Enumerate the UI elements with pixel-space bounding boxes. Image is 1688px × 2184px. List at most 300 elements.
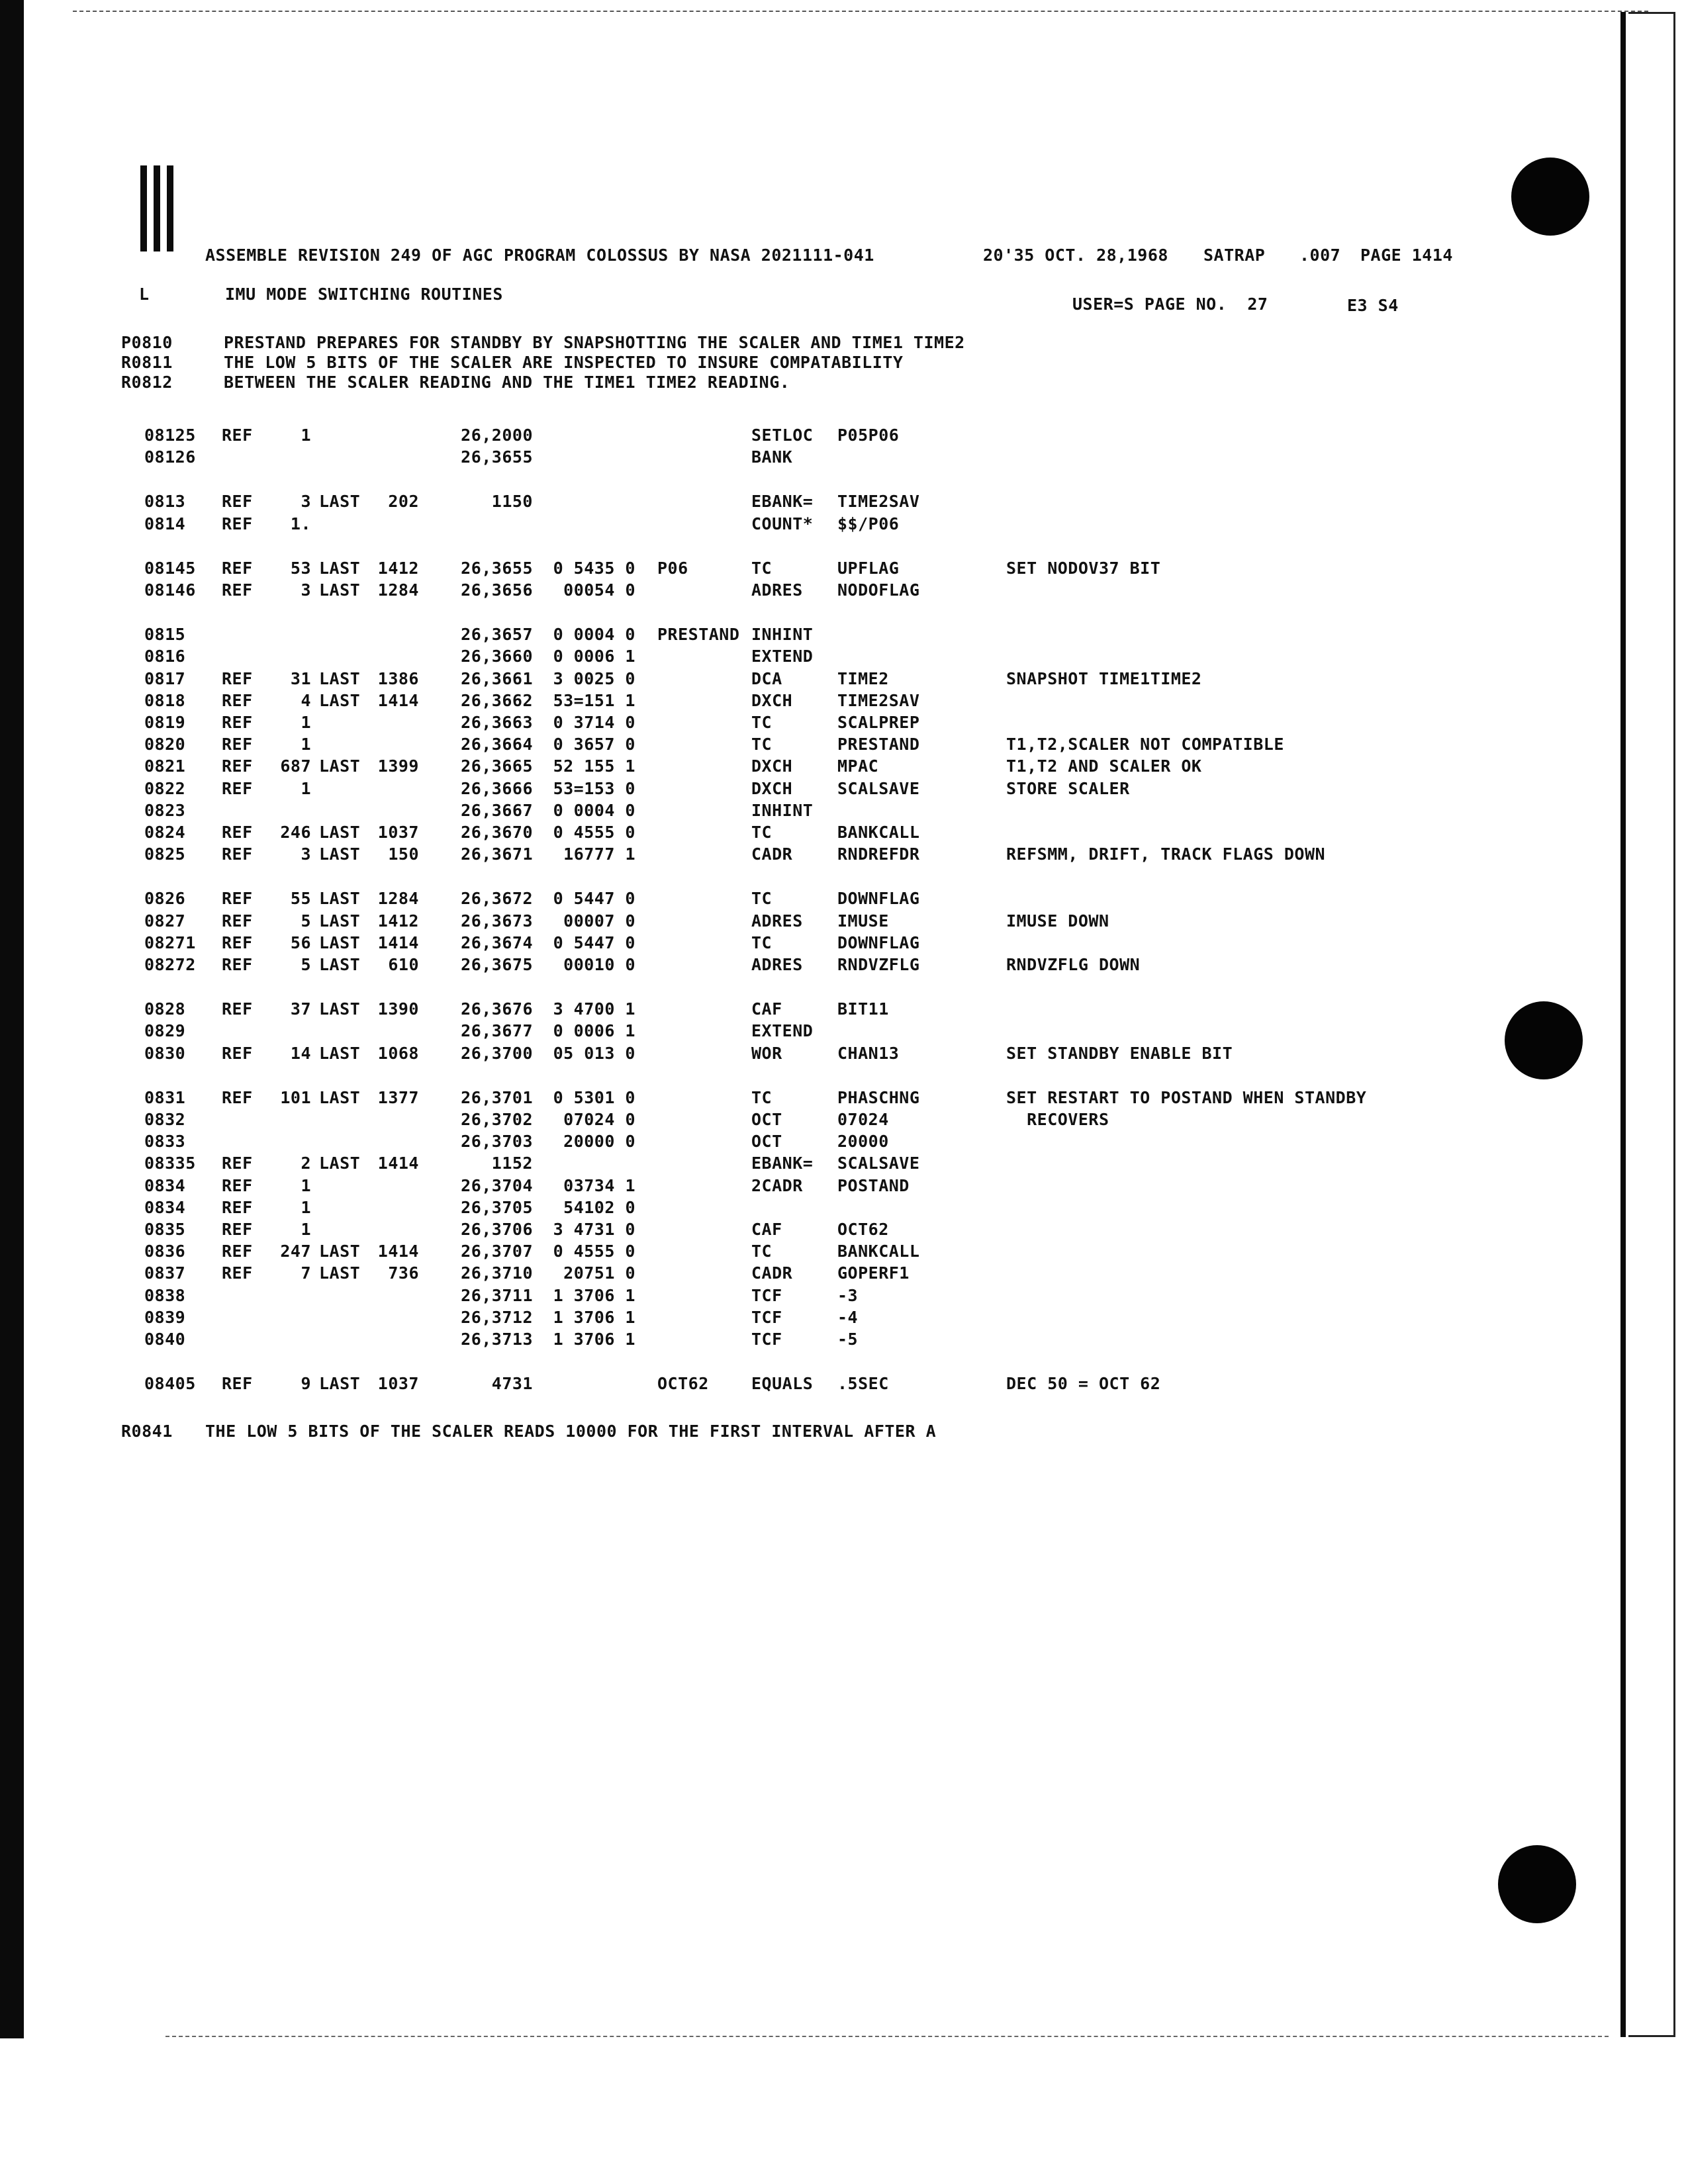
last-label: LAST [319,933,361,952]
ref-count: 1 [301,713,311,732]
listing-row [0,1088,1589,1109]
ref-label: REF [222,690,253,710]
section-title: IMU MODE SWITCHING ROUTINES [225,285,503,304]
last-label: LAST [319,889,361,909]
ref-label: REF [222,933,253,952]
address: 26,3675 [461,955,533,974]
operand: POSTAND [837,1175,910,1195]
line-number: 0833 [144,1132,186,1152]
opcode: TCF [751,1285,782,1305]
line-number: 0830 [144,1043,186,1063]
listing-row [0,889,1589,910]
operand: BANKCALL [837,1242,920,1261]
opcode: CAF [751,1220,782,1239]
ref-label: REF [222,889,253,909]
ref-label: REF [222,778,253,798]
operand: UPFLAG [837,558,900,578]
opcode: TC [751,558,773,578]
listing-row [0,1021,1589,1042]
line-number: 0838 [144,1285,186,1305]
operand: MPAC [837,756,879,776]
last-ref: 1412 [377,911,419,931]
operand: BIT11 [837,999,889,1019]
ref-count: 1 [301,1197,311,1217]
line-number: 0829 [144,1021,186,1041]
octal-word: 0 5447 0 [553,933,635,952]
ref-count: 5 [301,911,311,931]
octal-word: 00007 0 [563,911,635,931]
ref-label: REF [222,999,253,1019]
scan-frame-line [1628,2035,1675,2037]
octal-word: 0 5447 0 [553,889,635,909]
address: 26,3660 [461,647,533,666]
address: 26,3702 [461,1110,533,1129]
listing-row [0,514,1589,535]
last-ref: 1414 [377,933,419,952]
opcode: ADRES [751,580,803,600]
user-page-number: USER=S PAGE NO. 27 [1072,295,1268,314]
ref-label: REF [222,426,253,445]
ref-label: REF [222,492,253,512]
listing-row [0,955,1589,976]
header-user: SATRAP [1203,246,1266,265]
comment: SET STANDBY ENABLE BIT [1006,1043,1233,1063]
listing-row [0,625,1589,646]
octal-word: 07024 0 [563,1110,635,1129]
header-page: PAGE 1414 [1360,246,1453,265]
opcode: TC [751,1242,773,1261]
last-label: LAST [319,690,361,710]
opcode: EBANK= [751,1154,814,1173]
listing-row [0,1198,1589,1219]
ref-label: REF [222,558,253,578]
last-label: LAST [319,1242,361,1261]
ref-count: 1 [301,1175,311,1195]
comment: RNDVZFLG DOWN [1006,955,1141,974]
operand: 20000 [837,1132,889,1152]
opcode: EBANK= [751,492,814,512]
address: 4731 [491,1374,533,1394]
line-number: 0824 [144,823,186,842]
octal-word: 16777 1 [563,844,635,864]
comment: DEC 50 = OCT 62 [1006,1374,1161,1394]
line-number: 0837 [144,1263,186,1283]
listing-row [0,1286,1589,1307]
ref-count: 1 [301,735,311,754]
ref-label: REF [222,756,253,776]
octal-word: 1 3706 1 [553,1330,635,1349]
opcode: DCA [751,668,782,688]
operand: CHAN13 [837,1043,900,1063]
comment: SET RESTART TO POSTAND WHEN STANDBY [1006,1087,1367,1107]
address: 26,3703 [461,1132,533,1152]
last-ref: 202 [388,492,419,512]
address: 26,3701 [461,1087,533,1107]
line-number: 0826 [144,889,186,909]
opcode: OCT [751,1132,782,1152]
line-number: 08335 [144,1154,196,1173]
address: 26,3664 [461,735,533,754]
listing-row [0,669,1589,690]
line-number: 0819 [144,713,186,732]
last-ref: 150 [388,844,419,864]
octal-word: 20000 0 [563,1132,635,1152]
octal-word: 0 3657 0 [553,735,635,754]
operand: RNDVZFLG [837,955,920,974]
operand: DOWNFLAG [837,933,920,952]
punch-hole [1511,158,1589,236]
line-number: 0834 [144,1197,186,1217]
listing-row [0,823,1589,844]
octal-word: 03734 1 [563,1175,635,1195]
listing-row [0,713,1589,734]
ref-count: 7 [301,1263,311,1283]
last-ref: 1068 [377,1043,419,1063]
scan-right-border [1620,12,1626,2037]
operand: PRESTAND [837,735,920,754]
remark-text: THE LOW 5 BITS OF THE SCALER READS 10000 FOR THE FIRST INTERVAL AFTER A [205,1422,937,1441]
listing-row [0,1132,1589,1153]
operand: BANKCALL [837,823,920,842]
line-number: 0815 [144,625,186,645]
ref-count: 1. [290,514,311,533]
operand: TIME2SAV [837,492,920,512]
operand: 07024 [837,1110,889,1129]
opcode: TC [751,823,773,842]
listing-row [0,492,1589,513]
ref-count: 53 [290,558,311,578]
opcode: DXCH [751,756,793,776]
listing-row [0,1263,1589,1285]
operand: TIME2 [837,668,889,688]
line-number: 0832 [144,1110,186,1129]
operand: SCALPREP [837,713,920,732]
last-label: LAST [319,1154,361,1173]
remark-text: PRESTAND PREPARES FOR STANDBY BY SNAPSHOTTING THE SCALER AND TIME1 TIME2 [224,333,965,352]
address: 1152 [491,1154,533,1173]
ref-label: REF [222,1374,253,1394]
operand: -5 [837,1330,859,1349]
octal-word: 00054 0 [563,580,635,600]
listing-row [0,735,1589,756]
address: 26,3670 [461,823,533,842]
ref-count: 3 [301,492,311,512]
line-number: 0820 [144,735,186,754]
last-label: LAST [319,955,361,974]
ref-count: 3 [301,580,311,600]
last-label: LAST [319,668,361,688]
ref-count: 56 [290,933,311,952]
listing-row [0,1044,1589,1065]
last-label: LAST [319,823,361,842]
last-label: LAST [319,1043,361,1063]
octal-word: 0 4555 0 [553,1242,635,1261]
listing-row [0,844,1589,866]
ref-label: REF [222,1154,253,1173]
last-ref: 1037 [377,1374,419,1394]
operand: TIME2SAV [837,690,920,710]
opcode: DXCH [751,778,793,798]
last-label: LAST [319,1263,361,1283]
comment: SET NODOV37 BIT [1006,558,1161,578]
line-number: 0823 [144,800,186,820]
ref-count: 37 [290,999,311,1019]
operand: IMUSE [837,911,889,931]
last-label: LAST [319,1374,361,1394]
address: 26,3656 [461,580,533,600]
last-ref: 1386 [377,668,419,688]
section-letter: L [139,285,150,304]
address: 26,3666 [461,778,533,798]
octal-word: 00010 0 [563,955,635,974]
octal-word: 0 0004 0 [553,800,635,820]
opcode: TCF [751,1307,782,1327]
opcode: TC [751,889,773,909]
opcode: BANK [751,447,793,467]
listing-row [0,1308,1589,1329]
opcode: SETLOC [751,426,814,445]
opcode: TCF [751,1330,782,1349]
address: 26,3673 [461,911,533,931]
octal-word: 0 3714 0 [553,713,635,732]
ref-label: REF [222,1087,253,1107]
operand: OCT62 [837,1220,889,1239]
symbol-label: OCT62 [657,1374,709,1394]
line-number: 0836 [144,1242,186,1261]
listing-row [0,1330,1589,1351]
last-ref: 1414 [377,690,419,710]
operand: PHASCHNG [837,1087,920,1107]
address: 26,3671 [461,844,533,864]
address: 26,2000 [461,426,533,445]
ref-label: REF [222,1242,253,1261]
opcode: CAF [751,999,782,1019]
octal-word: 52 155 1 [553,756,635,776]
ref-label: REF [222,1263,253,1283]
scan-frame-line [1673,12,1675,2036]
last-ref: 1284 [377,889,419,909]
listing-row [0,691,1589,712]
opcode: TC [751,933,773,952]
ref-count: 1 [301,778,311,798]
address: 26,3661 [461,668,533,688]
last-ref: 1399 [377,756,419,776]
address: 1150 [491,492,533,512]
last-ref: 1390 [377,999,419,1019]
octal-word: 1 3706 1 [553,1285,635,1305]
address: 26,3672 [461,889,533,909]
last-label: LAST [319,911,361,931]
address: 26,3655 [461,447,533,467]
ref-label: REF [222,580,253,600]
opcode: COUNT* [751,514,814,533]
last-label: LAST [319,580,361,600]
octal-word: 3 4731 0 [553,1220,635,1239]
listing-row [0,933,1589,954]
ref-label: REF [222,735,253,754]
line-number: 08146 [144,580,196,600]
remark-id: R0841 [121,1422,173,1441]
address: 26,3711 [461,1285,533,1305]
listing-row [0,1176,1589,1197]
octal-word: 0 0006 1 [553,647,635,666]
remark-id: R0811 [121,353,173,372]
last-ref: 1414 [377,1154,419,1173]
octal-word: 3 4700 1 [553,999,635,1019]
operand: RNDREFDR [837,844,920,864]
address: 26,3705 [461,1197,533,1217]
ref-count: 1 [301,426,311,445]
octal-word: 05 013 0 [553,1043,635,1063]
line-number: 0835 [144,1220,186,1239]
listing-row [0,999,1589,1021]
line-number: 0840 [144,1330,186,1349]
last-label: LAST [319,756,361,776]
opcode: 2CADR [751,1175,803,1195]
opcode: WOR [751,1043,782,1063]
line-number: 0831 [144,1087,186,1107]
octal-word: 53=153 0 [553,778,635,798]
line-number: 0828 [144,999,186,1019]
opcode: TC [751,713,773,732]
octal-word: 0 5301 0 [553,1087,635,1107]
line-number: 0818 [144,690,186,710]
header-datetime: 20'35 OCT. 28,1968 [983,246,1168,265]
octal-word: 1 3706 1 [553,1307,635,1327]
opcode: ADRES [751,955,803,974]
last-ref: 1412 [377,558,419,578]
symbol-label: PRESTAND [657,625,740,645]
line-number: 08126 [144,447,196,467]
ref-label: REF [222,955,253,974]
line-number: 08271 [144,933,196,952]
operand: SCALSAVE [837,778,920,798]
comment: STORE SCALER [1006,778,1130,798]
octal-word: 0 5435 0 [553,558,635,578]
ref-label: REF [222,823,253,842]
ref-label: REF [222,1197,253,1217]
address: 26,3700 [461,1043,533,1063]
last-label: LAST [319,999,361,1019]
line-number: 0816 [144,647,186,666]
last-label: LAST [319,492,361,512]
opcode: TC [751,735,773,754]
last-label: LAST [319,558,361,578]
listing-row [0,580,1589,602]
address: 26,3665 [461,756,533,776]
operand: -4 [837,1307,859,1327]
line-number: 0822 [144,778,186,798]
octal-word: 0 0006 1 [553,1021,635,1041]
comment: IMUSE DOWN [1006,911,1109,931]
ref-label: REF [222,713,253,732]
opcode: EXTEND [751,647,814,666]
address: 26,3707 [461,1242,533,1261]
address: 26,3704 [461,1175,533,1195]
listing-row [0,801,1589,822]
address: 26,3662 [461,690,533,710]
assembly-header: ASSEMBLE REVISION 249 OF AGC PROGRAM COLOSSUS BY NASA 2021111-041 [205,246,874,265]
last-label: LAST [319,1087,361,1107]
address: 26,3677 [461,1021,533,1041]
ref-count: 247 [280,1242,311,1261]
line-number: 08405 [144,1374,196,1394]
ref-count: 9 [301,1374,311,1394]
comment: SNAPSHOT TIME1TIME2 [1006,668,1202,688]
line-number: 08272 [144,955,196,974]
line-number: 0821 [144,756,186,776]
remark-id: P0810 [121,333,173,352]
opcode: EQUALS [751,1374,814,1394]
address: 26,3676 [461,999,533,1019]
ref-count: 5 [301,955,311,974]
listing-row [0,1220,1589,1241]
ref-count: 3 [301,844,311,864]
line-number: 0839 [144,1307,186,1327]
line-number: 0825 [144,844,186,864]
operand: NODOFLAG [837,580,920,600]
binding-marks [140,165,179,251]
operand: P05P06 [837,426,900,445]
remark-text: BETWEEN THE SCALER READING AND THE TIME1 TIME2 READING. [224,373,790,392]
opcode: EXTEND [751,1021,814,1041]
ref-label: REF [222,668,253,688]
ref-label: REF [222,514,253,533]
listing-row [0,426,1589,447]
opcode: TC [751,1087,773,1107]
line-number: 0834 [144,1175,186,1195]
listing-row [0,447,1589,469]
opcode: DXCH [751,690,793,710]
line-number: 0827 [144,911,186,931]
listing-row [0,1374,1589,1395]
octal-word: 20751 0 [563,1263,635,1283]
ref-count: 31 [290,668,311,688]
line-number: 0813 [144,492,186,512]
top-tear-line [73,11,1648,13]
bottom-tear-line [165,2036,1609,2038]
address: 26,3674 [461,933,533,952]
listing-row [0,1242,1589,1263]
ref-count: 1 [301,1220,311,1239]
ref-count: 101 [280,1087,311,1107]
line-number: 08145 [144,558,196,578]
symbol-label: P06 [657,558,688,578]
remark-text: THE LOW 5 BITS OF THE SCALER ARE INSPECTED TO INSURE COMPATABILITY [224,353,904,372]
opcode: OCT [751,1110,782,1129]
corner-code: E3 S4 [1347,296,1399,315]
opcode: INHINT [751,800,814,820]
ref-label: REF [222,844,253,864]
last-ref: 610 [388,955,419,974]
ref-count: 687 [280,756,311,776]
address: 26,3712 [461,1307,533,1327]
listing-row [0,756,1589,778]
ref-count: 55 [290,889,311,909]
operand: .5SEC [837,1374,889,1394]
listing-row [0,647,1589,668]
opcode: INHINT [751,625,814,645]
listing-row [0,779,1589,800]
last-ref: 1414 [377,1242,419,1261]
opcode: CADR [751,1263,793,1283]
ref-count: 4 [301,690,311,710]
operand: SCALSAVE [837,1154,920,1173]
last-ref: 1377 [377,1087,419,1107]
address: 26,3663 [461,713,533,732]
last-ref: 1037 [377,823,419,842]
listing-row [0,1154,1589,1175]
